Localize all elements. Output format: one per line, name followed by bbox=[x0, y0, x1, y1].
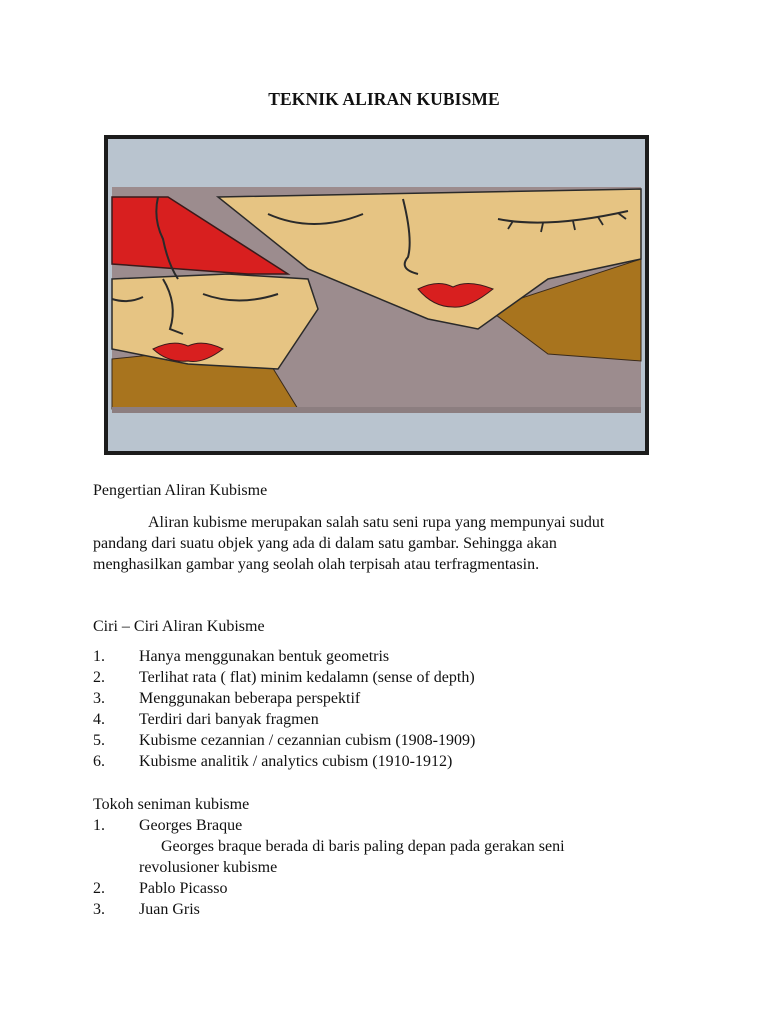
section-heading-definition: Pengertian Aliran Kubisme bbox=[93, 482, 268, 499]
definition-line-1: Aliran kubisme merupakan salah satu seni rupa yang mempunyai sudut bbox=[148, 514, 605, 531]
braque-description bbox=[139, 836, 659, 878]
definition-line-3: menghasilkan gambar yang seolah olah terpisah atau terfragmentasin. bbox=[93, 556, 540, 573]
list-item-number: 3. bbox=[93, 901, 105, 918]
list-item-number: 5. bbox=[93, 732, 105, 749]
section-heading-artists: Tokoh seniman kubisme bbox=[93, 796, 250, 813]
list-item-text: Kubisme cezannian / cezannian cubism (1908-1909) bbox=[139, 732, 476, 749]
list-item-text: Terdiri dari banyak fragmen bbox=[139, 711, 319, 728]
cubism-painting-image bbox=[104, 135, 649, 455]
section-heading-characteristics: Ciri – Ciri Aliran Kubisme bbox=[93, 618, 265, 635]
page-title: TEKNIK ALIRAN KUBISME bbox=[268, 89, 500, 109]
list-item-number: 2. bbox=[93, 669, 105, 686]
list-item-number: 2. bbox=[93, 880, 105, 897]
list-item-number: 1. bbox=[93, 817, 105, 834]
painting-bottom-edge bbox=[112, 407, 641, 413]
definition-line-2: pandang dari suatu objek yang ada di dalam satu gambar. Sehingga akan bbox=[93, 535, 557, 552]
list-item-text: Pablo Picasso bbox=[139, 880, 228, 897]
braque-desc-line-2: revolusioner kubisme bbox=[139, 859, 278, 876]
list-item-number: 1. bbox=[93, 648, 105, 665]
list-item-number: 3. bbox=[93, 690, 105, 707]
definition-paragraph bbox=[93, 512, 673, 575]
list-item-text: Juan Gris bbox=[139, 901, 200, 918]
list-item-number: 6. bbox=[93, 753, 105, 770]
list-item-text: Terlihat rata ( flat) minim kedalamn (sense of depth) bbox=[139, 669, 475, 686]
list-item-text: Menggunakan beberapa perspektif bbox=[139, 690, 361, 707]
list-item-text: Georges Braque bbox=[139, 817, 243, 834]
list-item-text: Kubisme analitik / analytics cubism (1910-1912) bbox=[139, 753, 453, 770]
list-item-text: Hanya menggunakan bentuk geometris bbox=[139, 648, 390, 665]
braque-desc-line-1: Georges braque berada di baris paling depan pada gerakan seni bbox=[161, 838, 565, 855]
list-item-number: 4. bbox=[93, 711, 105, 728]
cubism-painting-svg bbox=[108, 139, 645, 451]
